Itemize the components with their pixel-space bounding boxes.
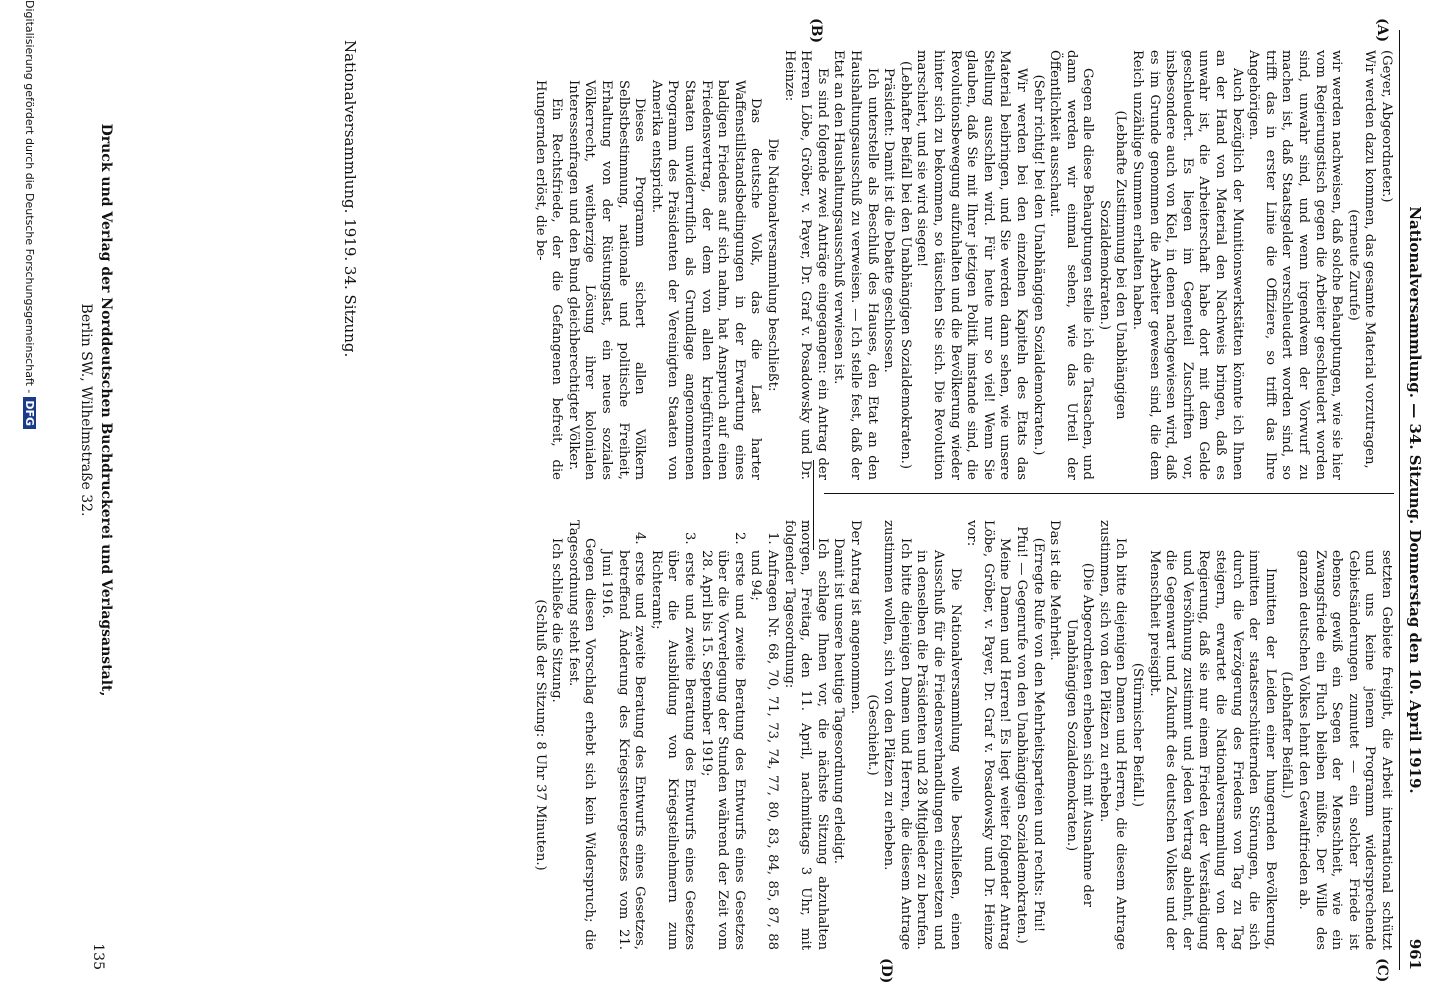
paragraph: Gegen alle diese Behauptungen stelle ich die Tatsachen, und dann werden wir einmal sehen, wie das Urteil der Öffentlichkeit ausschaut. [1047,50,1096,480]
left-footer: Nationalversammlung. 1919. 34. Sitzung. [341,40,359,358]
paragraph: Ich unterstelle als Beschluß des Hauses, den Etat an den Haushaltungsausschuß zu verweisen. — Ich stelle fest, daß der Etat an den Haushaltungsausschuß verwiesen ist. [831,50,880,480]
left-column [531,50,1394,480]
resolution-text: Ein Rechtsfriede, der die Gefangenen befreit, die Hungernden erlöst, die be- [532,80,565,480]
right-column [531,520,1394,950]
dfg-logo: DFG [23,397,36,429]
paragraph: wir werden nachweisen, daß solche Behauptungen, wie sie hier vom Regierungstisch gegen die Arbeiter geschleudert worden sind, unwahr sind, und wenn irgendwem der Vorwurf zu machen ist, daß Staatsgelder verschleudert worden sind, so trifft das in erster Linie die Offiziere, so trifft das Ihre Angehörigen. [1246,50,1345,480]
interjection: (Lebhafte Zustimmung bei den Unabhängigen Sozialdemokraten.) [1096,110,1129,420]
agenda-item: 2. erste und zweite Beratung des Entwurfs eines Gesetzes über die Vorverlegung der Stunden während der Zeit vom 28. April bis 15. September 1919; [698,532,747,950]
paragraph: Wir werden dazu kommen, das gesamte Material vorzutragen, [1362,50,1378,469]
agenda-item: 1. Anfragen Nr. 68, 70, 71, 73, 74, 77, 80, 83, 84, 85, 87, 88 und 94; [748,532,781,950]
margin-mark-a: (A) [1374,18,1390,43]
resolution-text: Das deutsche Volk, das die Last harter Waffenstillstandsbedingungen in der Erwartung eines baldigen Friedens auf sich nahm, hat Anspruch auf einen Friedensvertrag, der dem von allen kriegführenden Staaten unwiderruflich als Grundlage angenommenen Programm des Präsidenten der Vereinigten Staaten von Amerika entspricht. [648,80,764,480]
interjection: (Sehr richtig! bei den Unabhängigen Sozialdemokraten.) [1030,74,1046,456]
interjection: (erneute Zurufe) [1345,209,1361,321]
paragraph: Es sind folgende zwei Anträge eingegangen: ein Antrag der Herren Löbe, Gröber, v. Payer, Dr. Graf v. Posadowsky und Dr. Heinze: [781,50,830,480]
paragraph: Damit ist unsere heutige Tagesordnung erledigt. [831,538,847,864]
header-rule [1399,30,1400,970]
paragraph: Gegen diesen Vorschlag erhebt sich kein Widerspruch; die Tagesordnung steht fest. [565,520,598,950]
paragraph: Meine Damen und Herren! Es liegt weiter folgender Antrag Löbe, Gröber, v. Payer, Dr. Graf v. Posadowsky und Dr. Heinze vor: [964,520,1013,950]
interjection: (Lebhafter Beifall bei den Unabhängigen Sozialdemokraten.) [897,60,913,469]
paragraph: Auch bezüglich der Munitionswerkstätten könnte ich Ihnen an der Hand von Material den Nachweis bringen, daß es unwahr ist, die Arbeiterschaft habe dort mit dem Gelde geschleudert. Es liegen im Gegenteil Zuschriften vor, insbesondere auch von Kiel, in denen nachgewiesen wird, daß es im Grunde genommen die Arbeiter gewesen sind, die dem Reich unzählige Summen erhalten haben. [1130,50,1245,480]
resolution-heading: Die Nationalversammlung beschließt: [765,138,781,392]
page-header [1402,30,1424,970]
margin-mark-c: (C) [1374,958,1390,983]
agenda-item: 4. erste und zweite Beratung des Entwurfs eines Gesetzes, betreffend Änderung des Kriegssteuergesetzes vom 21. Juni 1916. [599,532,648,950]
paragraph: Präsident: Damit ist die Debatte geschlossen. [881,68,897,373]
interjection: (Die Abgeordneten erheben sich mit Ausnahme der Unabhängigen Sozialdemokraten.) [1063,562,1096,908]
resolution-text: setzten Gebiete freigibt, die Arbeit international schützt und uns keine jenem Programm widersprechende Gebietsänderungen zumutet — ein solcher Friede ist ebenso gewiß ein Segen der Menschheit, wie ein Zwangsfriede ein Fluch bleiben müßte. Der Wille des ganzen deutschen Volkes lehnt den Gewaltfrieden ab. [1296,550,1394,950]
paragraph: Das ist die Mehrheit. [1047,520,1063,661]
digitization-text: Digitalisierung gefördert durch die Deutsche Forschungsgemeinschaft - [23,0,36,394]
paragraph: Ich schließe die Sitzung. [549,538,565,703]
printer-address: Berlin SW., Wilhelmstraße 32. [78,303,94,517]
resolution-text: Dieses Programm sichert allen Völkern Selbstbestimmung, nationale und politische Freiheit, Erhaltung von der Rüstungslast, ein neues soziales Völkerrecht, weitherzige Lösung ihrer kolonialen Interessenfragen und den Bund gleichberechtigter Völker. [565,80,648,480]
digitization-note [23,0,36,1000]
interjection: (Geschieht.) [864,694,880,776]
footer-page-number: 135 [90,943,106,970]
paragraph: Ich schlage Ihnen vor, die nächste Sitzung abzuhalten morgen, Freitag, den 11. April, nachmittags 3 Uhr, mit folgender Tagesordnung: [781,520,830,950]
printer-line: Druck und Verlag der Norddeutschen Buchdruckerei und Verlagsanstalt, [98,123,114,697]
header-title: Nationalversammlung. — 34. Sitzung. Donnerstag den 10. April 1919. [1406,206,1424,794]
interjection: (Stürmischer Beifall.) [1130,662,1146,808]
paragraph: Ich bitte diejenigen Damen und Herren, die diesem Antrage zustimmen wollen, sich von den Plätzen zu erheben. [881,520,913,950]
speaker-tag: (Geyer, Abgeordneter.) [1379,50,1394,203]
paragraph: Ich bitte diejenigen Damen und Herren, die diesem Antrage zustimmen, sich von den Plätzen zu erheben. [1096,520,1129,950]
paragraph: Wir werden bei den einzelnen Kapiteln des Etats das Material beibringen, und Sie werden dann sehen, wie unsere Stellung ausschlen wird. Für heute nur so viel! Wenn Sie glauben, daß Sie mit Ihrer jetzigen Politik imstande sind, die Revolutionsbewegung aufzuhalten und die Bevölkerung wieder hinter sich zu bekommen, so täuschen Sie sich. Die Revolution marschiert, und sie wird siegen! [914,50,1029,480]
resolution-text: Inmitten der Leiden einer hungernden Bevölkerung, inmitten der staatserschütternden Störungen, die sich durch die Verzögerung des Friedens von Tag zu Tag steigern, erwartet die Nationalversammlung von der Regierung, daß sie nur einem Frieden der Verständigung und Versöhnung zustimmt und jeden Vertrag ablehnt, der die Gegenwart und Zukunft des deutschen Volkes und der Menschheit preisgibt. [1146,550,1278,950]
closing-note: (Schluß der Sitzung: 8 Uhr 37 Minuten.) [532,599,548,871]
margin-mark-b: (B) [808,18,824,44]
interjection: (Erregte Rufe von den Mehrheitsparteien und rechts: Pfui! Pfui! — Gegenrufe von den Unabhängigen Sozialdemokraten.) [1013,526,1046,944]
section-rule [813,460,814,550]
header-page-number: 961 [1406,938,1424,970]
paragraph: Der Antrag ist angenommen. [848,520,863,715]
column-separator [824,493,1394,494]
agenda-item: 3. erste und zweite Beratung des Entwurfs eines Gesetzes über die Ausbildung von Kriegsteilnehmern zum Richteramt; [648,532,698,950]
interjection: (Lebhafter Beifall.) [1279,671,1295,799]
resolution-text: Die Nationalversammlung wolle beschließen, einen Ausschuß für die Friedensverhandlungen einzusetzen und in denselben die Präsidenten und 28 Mitglieder zu berufen. [914,550,963,950]
margin-mark-d: (D) [878,958,894,984]
